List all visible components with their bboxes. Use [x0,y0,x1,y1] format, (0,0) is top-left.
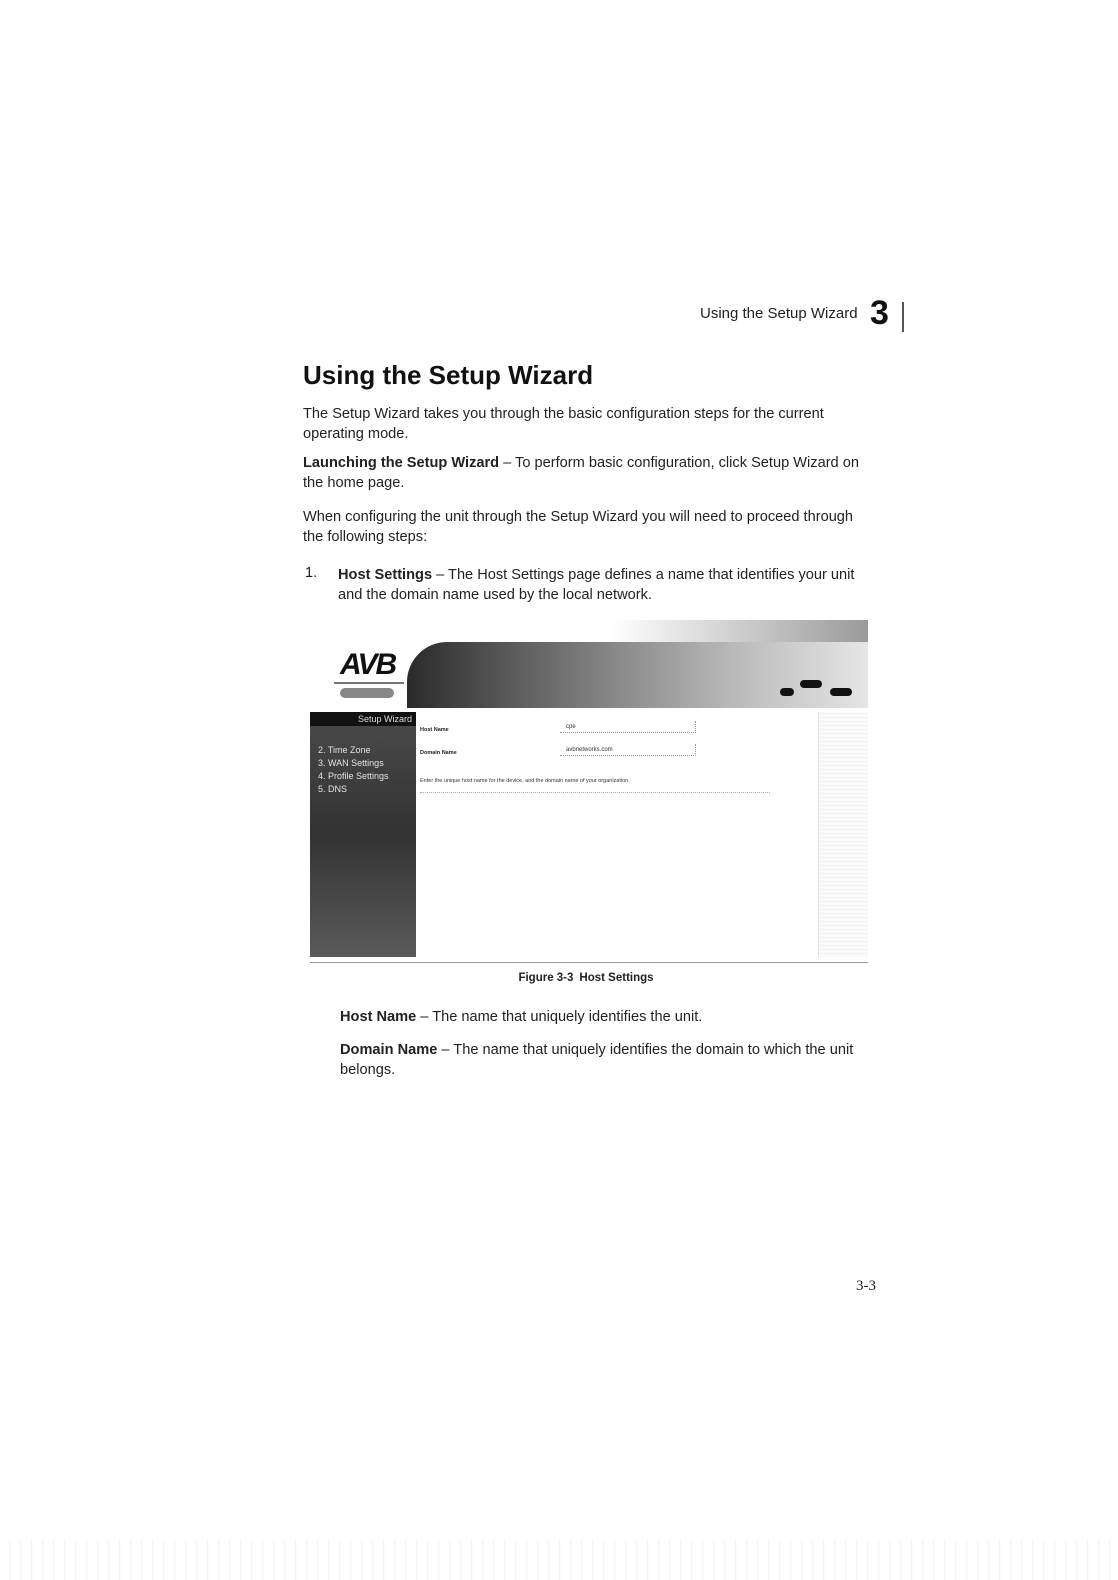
step-host-settings [338,565,873,605]
step-term: Host Settings [338,567,433,583]
sidebar-item-dns[interactable]: 5. DNS [318,784,348,794]
host-name-input[interactable]: cpe [560,721,696,733]
sidebar-item-time-zone[interactable]: 2. Time Zone [318,745,371,755]
launching-paragraph [303,453,873,493]
logo-badge [340,688,394,698]
domain-name-label: Domain Name [420,750,457,756]
banner-icon[interactable] [800,680,822,688]
host-name-text: – The name that uniquely identifies the unit. [416,1009,703,1025]
help-text: Enter the unique host name for the device, and the domain name of your organization. [420,778,630,784]
page-number: 3-3 [856,1278,876,1294]
banner-icon[interactable] [780,688,794,696]
banner-icon[interactable] [830,688,852,696]
right-panel [818,712,868,957]
domain-name-definition [340,1040,875,1080]
host-name-label: Host Name [420,727,449,733]
steps-intro-paragraph: When configuring the unit through the Setup Wizard you will need to proceed through the following steps: [303,509,854,545]
intro-paragraph: The Setup Wizard takes you through the basic configuration steps for the current operating mode. [303,406,824,442]
logo-underline [334,682,404,684]
sidebar-item-profile-settings[interactable]: 4. Profile Settings [318,771,389,781]
launching-term: Launching the Setup Wizard [303,455,500,471]
divider [420,792,770,793]
chapter-bar [902,302,904,332]
launching-text: – To perform basic configuration, click Setup Wizard on the home page. [303,455,859,491]
logo: AVB [340,648,396,681]
step-number: 1. [305,565,318,581]
banner [407,642,868,708]
page-title: Using the Setup Wizard [303,360,594,390]
host-name-term: Host Name [340,1009,417,1025]
sidebar-item-wan-settings[interactable]: 3. WAN Settings [318,758,384,768]
figure-caption [0,972,1118,984]
domain-name-term: Domain Name [340,1042,438,1058]
figure-number: Figure 3-3 [518,972,574,984]
sidebar-heading: Setup Wizard [310,712,416,726]
domain-name-input[interactable]: avbnetworks.com [560,744,696,756]
scan-noise [0,1540,1118,1580]
figure-title: Host Settings [579,972,654,984]
host-settings-screenshot [310,620,868,963]
running-header: Using the Setup Wizard [700,305,858,322]
domain-name-text: – The name that uniquely identifies the domain to which the unit belongs. [340,1042,854,1078]
host-name-definition [340,1007,875,1027]
chapter-number: 3 [870,294,889,332]
step-text: – The Host Settings page defines a name that identifies your unit and the domain name used by the local network. [338,567,855,603]
